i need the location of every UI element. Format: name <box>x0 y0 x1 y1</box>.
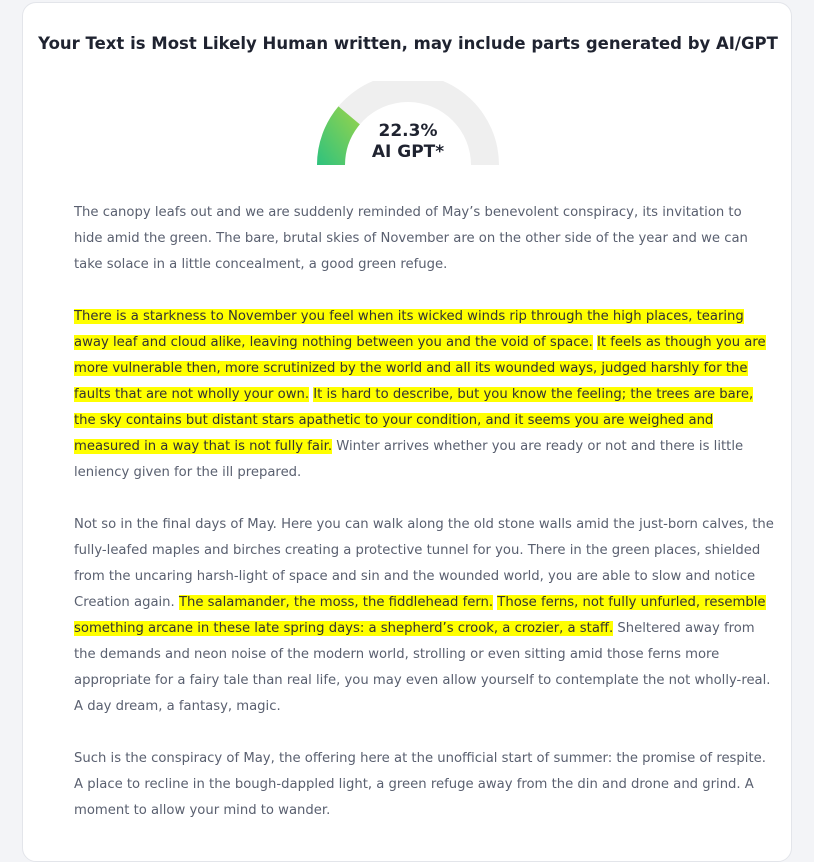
result-card <box>22 2 792 862</box>
ai-highlighted-segment: It feels as though you are more vulnerable then, more scrutinized by the world and all its wounded ways, judged harshly for the faults that are not wholly your own. <box>74 335 766 402</box>
ai-gpt-label: AI GPT* <box>371 142 445 162</box>
ai-score-gauge <box>317 81 499 165</box>
text-paragraph <box>74 200 774 278</box>
text-segment: Winter arrives whether you are ready or not and there is little leniency given for the ill prepared. <box>74 439 744 480</box>
text-segment: Not so in the final days of May. Here you can walk along the old stone walls amid the just-born calves, the fully-leafed maples and birches creating a protective tunnel for you. There in the green places, shielded from the uncaring harsh-light of space and sin and the wounded world, you are able to slow and notice Creation again. <box>74 517 774 610</box>
text-paragraph <box>74 512 774 720</box>
text-paragraph <box>74 304 774 486</box>
ai-highlighted-segment: There is a starkness to November you feel when its wicked winds rip through the high places, tearing away leaf and cloud alike, leaving nothing between you and the void of space. <box>74 309 744 350</box>
text-segment: The canopy leafs out and we are suddenly reminded of May’s benevolent conspiracy, its invitation to hide amid the green. The bare, brutal skies of November are on the other side of the year and we can take solace in a little concealment, a good green refuge. <box>74 205 748 272</box>
ai-percent: 22.3% <box>378 121 438 141</box>
ai-highlighted-segment: It is hard to describe, but you know the feeling; the trees are bare, the sky contains but distant stars apathetic to your condition, and it seems you are weighed and measured in a way that is not fully fair. <box>74 387 754 454</box>
text-segment: Such is the conspiracy of May, the offering here at the unofficial start of summer: the promise of respite. A place to recline in the bough-dappled light, a green refuge away from the din and drone and grind. A moment to allow your mind to wander. <box>74 751 766 818</box>
result-title: Your Text is Most Likely Human written, may include parts generated by AI/GPT <box>38 34 778 53</box>
text-segment: Sheltered away from the demands and neon noise of the modern world, strolling or even sitting amid those ferns more appropriate for a fairy tale than real life, you may even allow yourself to contemplate the not wholly-real. A day dream, a fantasy, magic. <box>74 621 771 714</box>
ai-highlighted-segment: The salamander, the moss, the fiddlehead fern. <box>178 595 494 610</box>
ai-highlighted-segment: Those ferns, not fully unfurled, resemble something arcane in these late spring days: a shepherd’s crook, a crozier, a staff. <box>74 595 766 636</box>
analyzed-text <box>74 200 774 850</box>
text-paragraph <box>74 746 774 824</box>
